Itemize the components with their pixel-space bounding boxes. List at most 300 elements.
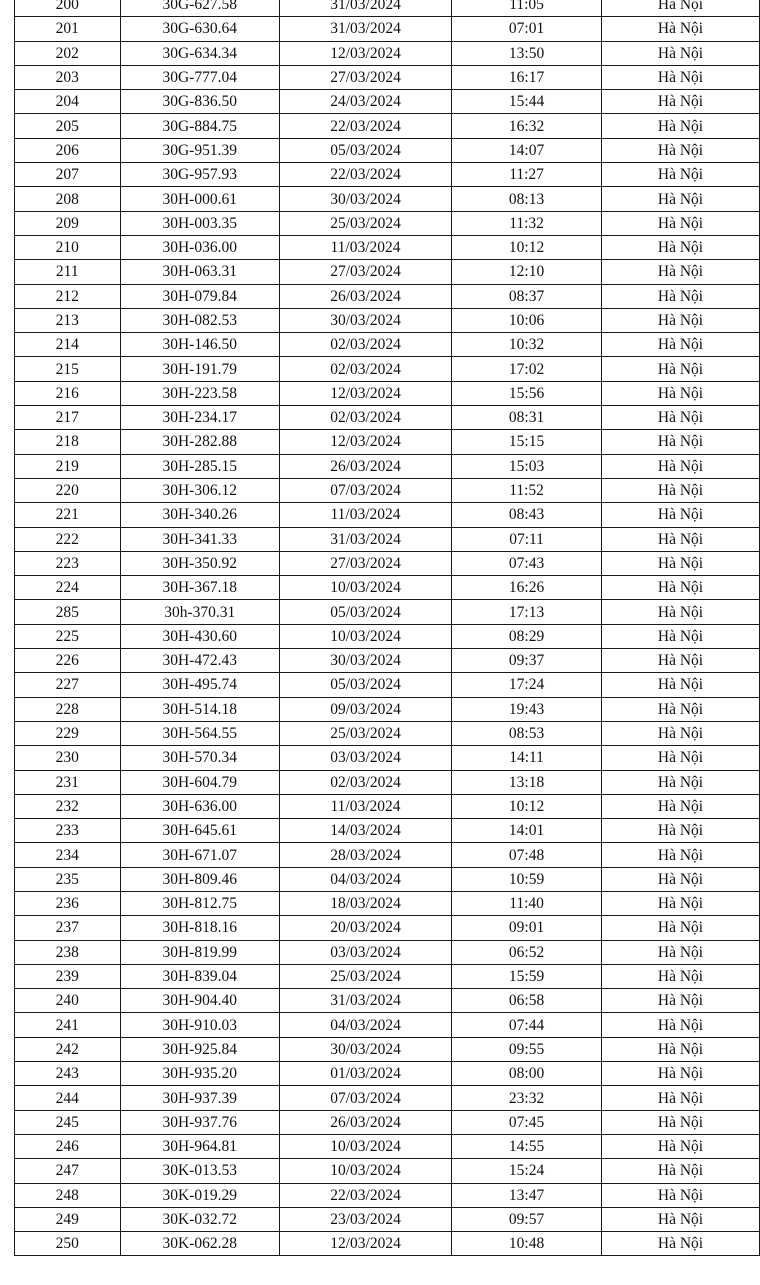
table-row	[15, 357, 760, 381]
table-row	[15, 235, 760, 259]
date-cell: 04/03/2024	[279, 867, 451, 891]
location-cell: Hà Nội	[602, 381, 760, 405]
date-cell: 31/03/2024	[279, 989, 451, 1013]
plate-number-cell: 30H-937.39	[120, 1086, 279, 1110]
location-cell: Hà Nội	[602, 940, 760, 964]
date-cell: 25/03/2024	[279, 211, 451, 235]
row-number-cell: 242	[15, 1037, 121, 1061]
time-cell: 10:12	[452, 794, 602, 818]
plate-number-cell: 30H-819.99	[120, 940, 279, 964]
table-row	[15, 721, 760, 745]
time-cell: 07:45	[452, 1110, 602, 1134]
row-number-cell: 246	[15, 1134, 121, 1158]
table-row	[15, 211, 760, 235]
row-number-cell: 206	[15, 138, 121, 162]
plate-number-cell: 30H-910.03	[120, 1013, 279, 1037]
row-number-cell: 216	[15, 381, 121, 405]
location-cell: Hà Nội	[602, 1013, 760, 1037]
location-cell: Hà Nội	[602, 163, 760, 187]
row-number-cell: 244	[15, 1086, 121, 1110]
plate-number-cell: 30H-671.07	[120, 843, 279, 867]
time-cell: 16:17	[452, 65, 602, 89]
plate-number-cell: 30H-282.88	[120, 430, 279, 454]
row-number-cell: 204	[15, 90, 121, 114]
time-cell: 15:03	[452, 454, 602, 478]
time-cell: 14:11	[452, 746, 602, 770]
table-row	[15, 114, 760, 138]
time-cell: 14:55	[452, 1134, 602, 1158]
plate-number-cell: 30H-514.18	[120, 697, 279, 721]
time-cell: 09:55	[452, 1037, 602, 1061]
table-row	[15, 989, 760, 1013]
plate-number-cell: 30K-032.72	[120, 1207, 279, 1231]
date-cell: 12/03/2024	[279, 1232, 451, 1256]
location-cell: Hà Nội	[602, 1232, 760, 1256]
plate-number-cell: 30G-957.93	[120, 163, 279, 187]
row-number-cell: 237	[15, 916, 121, 940]
time-cell: 14:07	[452, 138, 602, 162]
table-row	[15, 430, 760, 454]
date-cell: 10/03/2024	[279, 1134, 451, 1158]
time-cell: 10:12	[452, 235, 602, 259]
row-number-cell: 232	[15, 794, 121, 818]
location-cell: Hà Nội	[602, 1086, 760, 1110]
date-cell: 31/03/2024	[279, 17, 451, 41]
plate-number-cell: 30H-350.92	[120, 551, 279, 575]
plate-number-cell: 30H-839.04	[120, 964, 279, 988]
row-number-cell: 247	[15, 1159, 121, 1183]
date-cell: 02/03/2024	[279, 333, 451, 357]
location-cell: Hà Nội	[602, 41, 760, 65]
location-cell: Hà Nội	[602, 260, 760, 284]
date-cell: 12/03/2024	[279, 381, 451, 405]
table-row	[15, 843, 760, 867]
time-cell: 15:24	[452, 1159, 602, 1183]
plate-number-cell: 30H-818.16	[120, 916, 279, 940]
location-cell: Hà Nội	[602, 0, 760, 17]
row-number-cell: 239	[15, 964, 121, 988]
row-number-cell: 201	[15, 17, 121, 41]
location-cell: Hà Nội	[602, 964, 760, 988]
row-number-cell: 236	[15, 891, 121, 915]
table-row	[15, 406, 760, 430]
row-number-cell: 231	[15, 770, 121, 794]
table-row	[15, 41, 760, 65]
time-cell: 07:43	[452, 551, 602, 575]
date-cell: 30/03/2024	[279, 187, 451, 211]
location-cell: Hà Nội	[602, 527, 760, 551]
plate-number-cell: 30G-884.75	[120, 114, 279, 138]
row-number-cell: 218	[15, 430, 121, 454]
row-number-cell: 210	[15, 235, 121, 259]
date-cell: 03/03/2024	[279, 746, 451, 770]
date-cell: 30/03/2024	[279, 649, 451, 673]
plate-number-cell: 30H-430.60	[120, 624, 279, 648]
row-number-cell: 223	[15, 551, 121, 575]
time-cell: 10:48	[452, 1232, 602, 1256]
location-cell: Hà Nội	[602, 333, 760, 357]
row-number-cell: 229	[15, 721, 121, 745]
time-cell: 07:11	[452, 527, 602, 551]
plate-number-cell: 30H-964.81	[120, 1134, 279, 1158]
row-number-cell: 203	[15, 65, 121, 89]
table-row	[15, 1232, 760, 1256]
location-cell: Hà Nội	[602, 357, 760, 381]
table-row	[15, 867, 760, 891]
location-cell: Hà Nội	[602, 90, 760, 114]
row-number-cell: 243	[15, 1062, 121, 1086]
time-cell: 13:47	[452, 1183, 602, 1207]
time-cell: 11:52	[452, 478, 602, 502]
location-cell: Hà Nội	[602, 65, 760, 89]
plate-number-cell: 30H-306.12	[120, 478, 279, 502]
table-row	[15, 1134, 760, 1158]
time-cell: 06:52	[452, 940, 602, 964]
time-cell: 15:15	[452, 430, 602, 454]
table-row	[15, 819, 760, 843]
table-row	[15, 1110, 760, 1134]
time-cell: 07:44	[452, 1013, 602, 1037]
time-cell: 07:01	[452, 17, 602, 41]
row-number-cell: 221	[15, 503, 121, 527]
date-cell: 11/03/2024	[279, 235, 451, 259]
plate-number-cell: 30H-285.15	[120, 454, 279, 478]
plate-number-cell: 30H-367.18	[120, 576, 279, 600]
row-number-cell: 211	[15, 260, 121, 284]
table-row	[15, 17, 760, 41]
table-row	[15, 673, 760, 697]
date-cell: 26/03/2024	[279, 454, 451, 478]
date-cell: 27/03/2024	[279, 551, 451, 575]
table-row	[15, 1159, 760, 1183]
table-row	[15, 284, 760, 308]
location-cell: Hà Nội	[602, 503, 760, 527]
table-row	[15, 90, 760, 114]
plate-number-cell: 30G-630.64	[120, 17, 279, 41]
table-row	[15, 308, 760, 332]
location-cell: Hà Nội	[602, 770, 760, 794]
location-cell: Hà Nội	[602, 989, 760, 1013]
plate-number-cell: 30G-627.58	[120, 0, 279, 17]
row-number-cell: 249	[15, 1207, 121, 1231]
date-cell: 07/03/2024	[279, 478, 451, 502]
plate-number-cell: 30G-951.39	[120, 138, 279, 162]
location-cell: Hà Nội	[602, 721, 760, 745]
date-cell: 10/03/2024	[279, 576, 451, 600]
date-cell: 02/03/2024	[279, 770, 451, 794]
plate-number-cell: 30H-000.61	[120, 187, 279, 211]
row-number-cell: 219	[15, 454, 121, 478]
plate-number-cell: 30H-645.61	[120, 819, 279, 843]
time-cell: 16:26	[452, 576, 602, 600]
row-number-cell: 200	[15, 0, 121, 17]
table-row	[15, 138, 760, 162]
row-number-cell: 235	[15, 867, 121, 891]
row-number-cell: 250	[15, 1232, 121, 1256]
plate-number-cell: 30H-937.76	[120, 1110, 279, 1134]
location-cell: Hà Nội	[602, 624, 760, 648]
table-row	[15, 697, 760, 721]
row-number-cell: 285	[15, 600, 121, 624]
location-cell: Hà Nội	[602, 1062, 760, 1086]
plate-number-cell: 30h-370.31	[120, 600, 279, 624]
plate-number-cell: 30H-636.00	[120, 794, 279, 818]
table-row	[15, 1013, 760, 1037]
row-number-cell: 224	[15, 576, 121, 600]
table-row	[15, 551, 760, 575]
location-cell: Hà Nội	[602, 430, 760, 454]
time-cell: 12:10	[452, 260, 602, 284]
plate-number-cell: 30H-223.58	[120, 381, 279, 405]
date-cell: 12/03/2024	[279, 41, 451, 65]
plate-number-cell: 30H-812.75	[120, 891, 279, 915]
date-cell: 11/03/2024	[279, 794, 451, 818]
location-cell: Hà Nội	[602, 551, 760, 575]
violations-table	[14, 0, 760, 1256]
row-number-cell: 220	[15, 478, 121, 502]
row-number-cell: 240	[15, 989, 121, 1013]
time-cell: 08:13	[452, 187, 602, 211]
date-cell: 04/03/2024	[279, 1013, 451, 1037]
location-cell: Hà Nội	[602, 600, 760, 624]
time-cell: 09:01	[452, 916, 602, 940]
row-number-cell: 230	[15, 746, 121, 770]
plate-number-cell: 30K-013.53	[120, 1159, 279, 1183]
location-cell: Hà Nội	[602, 406, 760, 430]
date-cell: 22/03/2024	[279, 1183, 451, 1207]
date-cell: 27/03/2024	[279, 260, 451, 284]
date-cell: 25/03/2024	[279, 964, 451, 988]
location-cell: Hà Nội	[602, 916, 760, 940]
location-cell: Hà Nội	[602, 649, 760, 673]
row-number-cell: 238	[15, 940, 121, 964]
row-number-cell: 248	[15, 1183, 121, 1207]
row-number-cell: 202	[15, 41, 121, 65]
plate-number-cell: 30H-082.53	[120, 308, 279, 332]
location-cell: Hà Nội	[602, 1183, 760, 1207]
plate-number-cell: 30H-079.84	[120, 284, 279, 308]
location-cell: Hà Nội	[602, 1134, 760, 1158]
location-cell: Hà Nội	[602, 17, 760, 41]
plate-number-cell: 30H-003.35	[120, 211, 279, 235]
location-cell: Hà Nội	[602, 576, 760, 600]
date-cell: 25/03/2024	[279, 721, 451, 745]
date-cell: 27/03/2024	[279, 65, 451, 89]
time-cell: 23:32	[452, 1086, 602, 1110]
time-cell: 07:48	[452, 843, 602, 867]
time-cell: 17:24	[452, 673, 602, 697]
plate-number-cell: 30H-036.00	[120, 235, 279, 259]
table-row	[15, 1062, 760, 1086]
table-row	[15, 916, 760, 940]
plate-number-cell: 30H-925.84	[120, 1037, 279, 1061]
row-number-cell: 222	[15, 527, 121, 551]
time-cell: 13:18	[452, 770, 602, 794]
row-number-cell: 225	[15, 624, 121, 648]
date-cell: 30/03/2024	[279, 308, 451, 332]
location-cell: Hà Nội	[602, 891, 760, 915]
table-body	[15, 0, 760, 1256]
time-cell: 11:32	[452, 211, 602, 235]
plate-number-cell: 30H-340.26	[120, 503, 279, 527]
time-cell: 13:50	[452, 41, 602, 65]
location-cell: Hà Nội	[602, 138, 760, 162]
plate-number-cell: 30H-146.50	[120, 333, 279, 357]
table-row	[15, 503, 760, 527]
row-number-cell: 207	[15, 163, 121, 187]
location-cell: Hà Nội	[602, 1159, 760, 1183]
date-cell: 05/03/2024	[279, 600, 451, 624]
table-row	[15, 891, 760, 915]
date-cell: 28/03/2024	[279, 843, 451, 867]
row-number-cell: 233	[15, 819, 121, 843]
row-number-cell: 228	[15, 697, 121, 721]
date-cell: 23/03/2024	[279, 1207, 451, 1231]
time-cell: 08:31	[452, 406, 602, 430]
time-cell: 14:01	[452, 819, 602, 843]
table-row	[15, 1183, 760, 1207]
row-number-cell: 209	[15, 211, 121, 235]
date-cell: 02/03/2024	[279, 406, 451, 430]
plate-number-cell: 30H-564.55	[120, 721, 279, 745]
time-cell: 16:32	[452, 114, 602, 138]
location-cell: Hà Nội	[602, 114, 760, 138]
location-cell: Hà Nội	[602, 794, 760, 818]
date-cell: 18/03/2024	[279, 891, 451, 915]
location-cell: Hà Nội	[602, 843, 760, 867]
date-cell: 30/03/2024	[279, 1037, 451, 1061]
date-cell: 05/03/2024	[279, 673, 451, 697]
date-cell: 31/03/2024	[279, 0, 451, 17]
table-row	[15, 260, 760, 284]
plate-number-cell: 30H-809.46	[120, 867, 279, 891]
plate-number-cell: 30H-341.33	[120, 527, 279, 551]
time-cell: 08:29	[452, 624, 602, 648]
row-number-cell: 217	[15, 406, 121, 430]
location-cell: Hà Nội	[602, 454, 760, 478]
table-row	[15, 1207, 760, 1231]
table-row	[15, 794, 760, 818]
location-cell: Hà Nội	[602, 284, 760, 308]
date-cell: 24/03/2024	[279, 90, 451, 114]
time-cell: 08:37	[452, 284, 602, 308]
time-cell: 15:59	[452, 964, 602, 988]
table-row	[15, 964, 760, 988]
time-cell: 10:59	[452, 867, 602, 891]
table-row	[15, 746, 760, 770]
plate-number-cell: 30H-472.43	[120, 649, 279, 673]
row-number-cell: 208	[15, 187, 121, 211]
table-row	[15, 527, 760, 551]
plate-number-cell: 30G-634.34	[120, 41, 279, 65]
time-cell: 17:13	[452, 600, 602, 624]
date-cell: 26/03/2024	[279, 1110, 451, 1134]
plate-number-cell: 30G-836.50	[120, 90, 279, 114]
date-cell: 11/03/2024	[279, 503, 451, 527]
date-cell: 22/03/2024	[279, 163, 451, 187]
date-cell: 03/03/2024	[279, 940, 451, 964]
time-cell: 06:58	[452, 989, 602, 1013]
location-cell: Hà Nội	[602, 746, 760, 770]
time-cell: 10:06	[452, 308, 602, 332]
date-cell: 22/03/2024	[279, 114, 451, 138]
plate-number-cell: 30H-191.79	[120, 357, 279, 381]
table-row	[15, 478, 760, 502]
time-cell: 17:02	[452, 357, 602, 381]
plate-number-cell: 30H-495.74	[120, 673, 279, 697]
date-cell: 09/03/2024	[279, 697, 451, 721]
location-cell: Hà Nội	[602, 478, 760, 502]
table-row	[15, 940, 760, 964]
time-cell: 15:44	[452, 90, 602, 114]
table-row	[15, 1037, 760, 1061]
date-cell: 31/03/2024	[279, 527, 451, 551]
row-number-cell: 226	[15, 649, 121, 673]
time-cell: 10:32	[452, 333, 602, 357]
location-cell: Hà Nội	[602, 235, 760, 259]
time-cell: 11:05	[452, 0, 602, 17]
time-cell: 08:53	[452, 721, 602, 745]
time-cell: 08:43	[452, 503, 602, 527]
location-cell: Hà Nội	[602, 673, 760, 697]
date-cell: 01/03/2024	[279, 1062, 451, 1086]
location-cell: Hà Nội	[602, 211, 760, 235]
time-cell: 08:00	[452, 1062, 602, 1086]
time-cell: 09:57	[452, 1207, 602, 1231]
table-row	[15, 649, 760, 673]
table-row	[15, 600, 760, 624]
table-row	[15, 0, 760, 17]
row-number-cell: 227	[15, 673, 121, 697]
plate-number-cell: 30H-604.79	[120, 770, 279, 794]
date-cell: 12/03/2024	[279, 430, 451, 454]
table-row	[15, 333, 760, 357]
row-number-cell: 215	[15, 357, 121, 381]
location-cell: Hà Nội	[602, 697, 760, 721]
date-cell: 10/03/2024	[279, 1159, 451, 1183]
plate-number-cell: 30K-019.29	[120, 1183, 279, 1207]
time-cell: 11:27	[452, 163, 602, 187]
plate-number-cell: 30H-904.40	[120, 989, 279, 1013]
location-cell: Hà Nội	[602, 819, 760, 843]
location-cell: Hà Nội	[602, 1207, 760, 1231]
time-cell: 15:56	[452, 381, 602, 405]
table-row	[15, 381, 760, 405]
date-cell: 10/03/2024	[279, 624, 451, 648]
table-row	[15, 187, 760, 211]
location-cell: Hà Nội	[602, 1110, 760, 1134]
table-row	[15, 770, 760, 794]
location-cell: Hà Nội	[602, 1037, 760, 1061]
time-cell: 09:37	[452, 649, 602, 673]
table-row	[15, 1086, 760, 1110]
location-cell: Hà Nội	[602, 308, 760, 332]
table-row	[15, 454, 760, 478]
row-number-cell: 234	[15, 843, 121, 867]
row-number-cell: 212	[15, 284, 121, 308]
plate-number-cell: 30H-570.34	[120, 746, 279, 770]
plate-number-cell: 30H-935.20	[120, 1062, 279, 1086]
plate-number-cell: 30K-062.28	[120, 1232, 279, 1256]
table-row	[15, 163, 760, 187]
plate-number-cell: 30H-063.31	[120, 260, 279, 284]
date-cell: 02/03/2024	[279, 357, 451, 381]
date-cell: 05/03/2024	[279, 138, 451, 162]
plate-number-cell: 30G-777.04	[120, 65, 279, 89]
date-cell: 26/03/2024	[279, 284, 451, 308]
location-cell: Hà Nội	[602, 867, 760, 891]
table-row	[15, 576, 760, 600]
